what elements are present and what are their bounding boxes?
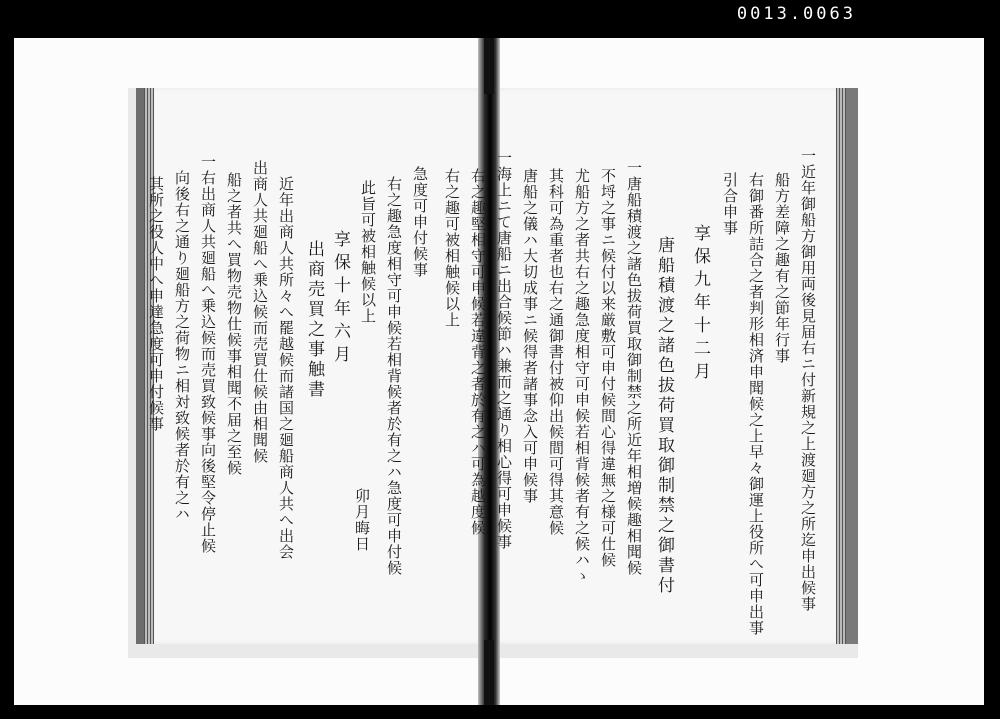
bookmark-ribbon-bottom (484, 640, 494, 705)
right-page-column-5: 享保九年十二月 (690, 224, 710, 385)
page-edge-right (836, 88, 846, 644)
right-page-column-9: 尤船方之者共右之趣急度相守可申候若相背候者有之候ハゝ (573, 168, 591, 584)
right-page-column-3: 右御番所詰合之者判形相済申聞候之上早々御運上役所へ可申出事 (747, 172, 765, 636)
right-page-column-10: 其科可為重者也右之通御書付被仰出候間可得其意候 (547, 168, 565, 536)
right-page-column-12: 一海上ニて唐船ニ出合候節ハ兼而之通り相心得可申候事 (495, 150, 513, 550)
left-page-column-2: 右之趣急度相守可申候若相背候者於有之ハ急度可申付候 (385, 176, 403, 576)
right-page-column-1: 一近年御船方御用両後見届右ニ付新規之上渡廻方之所迄申出候事 (799, 148, 817, 612)
right-page-column-14: 右之趣可被相触候以上 (443, 168, 461, 328)
right-page-column-4: 引合申事 (721, 172, 739, 236)
left-page-column-8: 出商人共廻船へ乗込候而売買仕候由相聞候 (251, 160, 269, 464)
left-page-column-11: 向後右之通り廻船方之荷物ニ相対致候者於有之ハ (173, 170, 191, 522)
left-page-column-4: 享保十年六月 (330, 230, 350, 368)
frame-number: 0013.0063 (736, 4, 856, 24)
left-page-column-12: 其所之役人中へ申達急度可申付候事 (147, 176, 165, 432)
left-page-column-5: 卯月晦日 (353, 488, 371, 552)
right-page-column-2: 船方差障之趣有之節年行事 (773, 172, 791, 364)
right-page-column-6: 唐船積渡之諸色拔荷買取御制禁之御書付 (654, 236, 674, 596)
left-page-column-9: 船之者共へ買物売物仕候事相聞不届之至候 (225, 172, 243, 476)
left-page-column-10: 一右出商人共廻船へ乗込候而売買致候事向後堅令停止候 (199, 154, 217, 554)
bookmark-ribbon-top (484, 38, 494, 94)
right-page-column-8: 不埒之事ニ候付以来厳敷可申付候間心得違無之様可仕候 (599, 168, 617, 568)
right-page-column-7: 一唐船積渡之諸色拔荷買取御制禁之所近年相増候趣相聞候 (625, 160, 643, 576)
left-page-column-1: 急度可申付候事 (411, 166, 429, 278)
right-page-column-13: 右之趣堅相守可申候若違背之者於有之ハ可為越度候 (469, 168, 487, 536)
left-page-column-3: 此旨可被相触候以上 (359, 180, 377, 324)
left-page-column-7: 近年出商人共所々へ罷越候而諸国之廻船商人共へ出会 (277, 176, 295, 560)
right-page-column-11: 唐船之儀ハ大切成事ニ候得者諸事念入可申候事 (521, 168, 539, 504)
left-page-column-6: 出商売買之事触書 (304, 240, 324, 400)
